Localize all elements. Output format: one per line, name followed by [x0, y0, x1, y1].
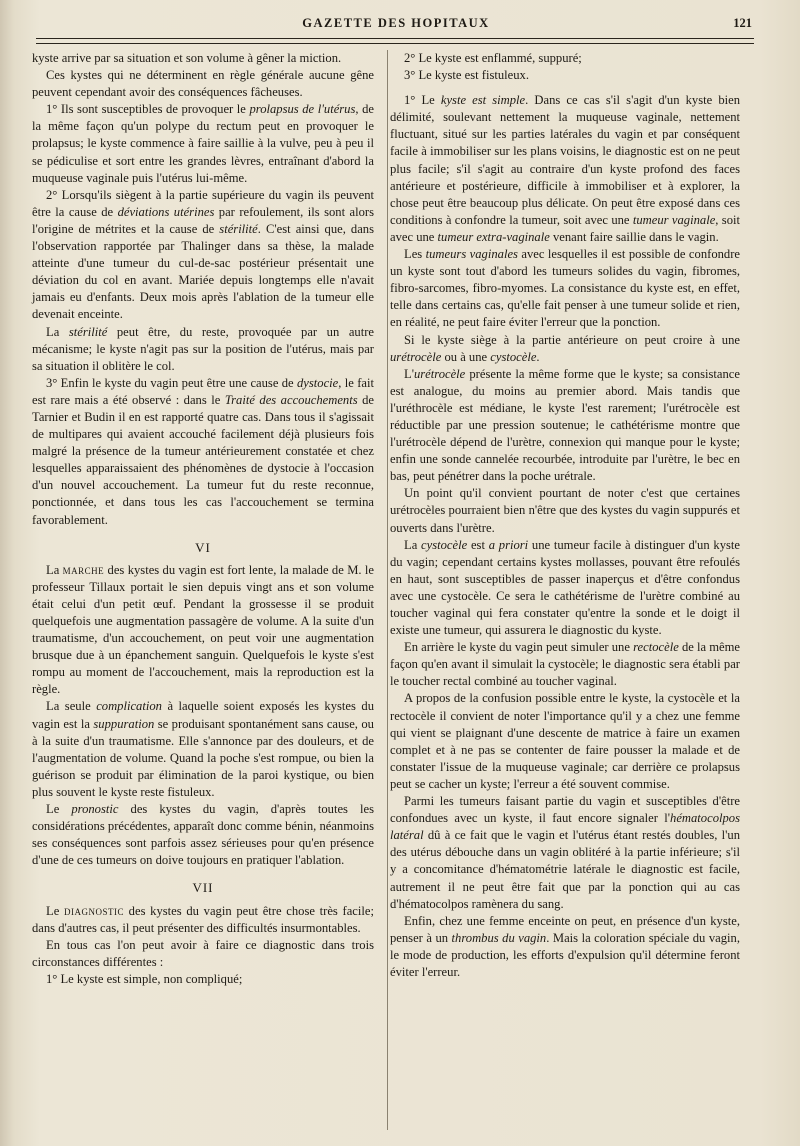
- paragraph: Si le kyste siège à la partie antérieure on peut croire à une urétrocèle ou à une cystocèle.: [390, 332, 740, 364]
- paragraph: 3° Le kyste est fistuleux.: [404, 68, 530, 83]
- paragraph: La cystocèle est a priori une tumeur facile à distinguer d'un kyste du vagin; cependant certains kystes mollasses, pouvant être refoulés en haut, sont susceptibles de passer inaperçus et d'être confondus avec une cystocèle. Ce sera le cathétérisme de l'urètre combiné au toucher vaginal qui fera constater qu'entre la sonde et le doigt il existe une tumeur, qui assurera le diagnostic du kyste.: [390, 537, 740, 638]
- paragraph: 1° Ils sont susceptibles de provoquer le prolapsus de l'utérus, de la même façon qu'un polype du rectum peut en provoquer le prolapsus; le kyste commence à faire saillie à la vulve, peu à peu il se pédiculise et sort entre les grandes lèvres, entraînant d'abord la muqueuse vaginale puis l'utérus lui-même.: [32, 102, 374, 185]
- paragraph: 1° Le kyste est simple, non compliqué;: [46, 971, 243, 986]
- page-number: 121: [733, 16, 752, 30]
- header-rule-thick: [36, 38, 754, 39]
- paragraph: La stérilité peut être, du reste, provoquée par un autre mécanisme; le kyste n'agit pas sur la position de l'utérus, mais par sa situation il oblitère le col.: [32, 324, 374, 373]
- journal-title: GAZETTE DES HOPITAUX: [302, 16, 490, 30]
- section-heading: VI: [195, 539, 211, 555]
- paragraph: 1° Le kyste est simple. Dans ce cas s'il s'agit d'un kyste bien délimité, soulevant nettement la muqueuse vaginale, nettement fluctuant, situé sur les parties latérales du vagin et par conséquent facile à immobiliser sur les plans voisins, le diagnostic est on ne peut plus facile; s'il s'agit au contraire d'un kyste profond des faces antérieure et postérieure, difficile à immobiliser et à explorer, la chose peut être beaucoup plus délicate. On peut être exposé dans ces conditions à confondre la tumeur, soit avec une tumeur vaginale, soit avec une tumeur extra-vaginale venant faire saillie dans le vagin.: [390, 93, 740, 244]
- paragraph: La marche des kystes du vagin est fort lente, la malade de M. le professeur Tillaux portait le sien depuis vingt ans et son volume était celui d'un petit œuf. Pendant la grossesse il se produit quelquefois une augmentation passagère de volume. A la suite d'un traumatisme, d'un accouchement, on peut voir une augmentation brusque due à un épanchement sanguin. Quelquefois le kyste s'est rompu au moment de l'accouchement, mais la reproduction est la règle.: [32, 562, 374, 697]
- paragraph: Le diagnostic des kystes du vagin peut être chose très facile; dans d'autres cas, il peut présenter des difficultés insurmontables.: [32, 903, 374, 935]
- column-divider: [387, 50, 388, 1130]
- header-rule-thin: [36, 43, 754, 44]
- paragraph: La seule complication à laquelle soient exposés les kystes du vagin est la suppuration se produisant spontanément sans cause, ou à la suite d'un traumatisme. Elle s'annonce par des douleurs, et de l'augmentation de volume. Quand la poche s'est rompue, ou bien la guérison se produit par élimination de la paroi kystique, ou bien plus souvent le kyste reste fistuleux.: [32, 699, 374, 799]
- paragraph: kyste arrive par sa situation et son volume à gêner la miction.: [32, 51, 342, 65]
- paragraph: 2° Le kyste est enflammé, suppuré;: [404, 51, 582, 65]
- paragraph: Ces kystes qui ne déterminent en règle générale aucune gêne peuvent cependant avoir des conséquences fâcheuses.: [32, 68, 374, 100]
- paragraph: Les tumeurs vaginales avec lesquelles il est possible de confondre un kyste sont tout d'abord les tumeurs solides du vagin, fibromes, fibro-sarcomes, fibro-myomes. La consistance du kyste est, en effet, telle dans certains cas, qu'elle fait penser à une tumeur solide et rien, en réalité, ne peut faire éviter l'erreur que la ponction.: [390, 247, 740, 330]
- paragraph: 2° Lorsqu'ils siègent à la partie supérieure du vagin ils peuvent être la cause de déviations utérines par refoulement, ils sont alors l'origine de métrites et la cause de stérilité. C'est ainsi que, dans l'observation rapportée par Thalinger dans sa thèse, la malade atteinte d'une tumeur du cul-de-sac postérieur présentait une déviation du col en avant. Mariée depuis longtemps elle n'avait jamais eu d'enfants. Deux mois après l'ablation de la tumeur elle devenait enceinte.: [32, 187, 374, 322]
- paragraph: En tous cas l'on peut avoir à faire ce diagnostic dans trois circonstances différentes :: [32, 937, 374, 969]
- left-column: [32, 50, 374, 988]
- paragraph: L'urétrocèle présente la même forme que le kyste; sa consistance est analogue, du moins au premier abord. Mais tandis que l'uréthrocèle est médiane, le kyste l'est rarement; l'urétrocèle est réductible par une pression soutenue; le cathétérisme montre que l'urétrocèle dépend de l'urètre, connexion qui manque pour le kyste; enfin une sonde cannelée recourbée, introduite par l'urètre, le bec en bas, peut pénétrer dans la poche urétrale.: [390, 366, 740, 484]
- paragraph: Enfin, chez une femme enceinte on peut, en présence d'un kyste, penser à un thrombus du vagin. Mais la coloration spéciale du vagin, le mode de production, les efforts d'expulsion qu'il détermine feront éviter l'erreur.: [390, 913, 740, 979]
- right-column: [390, 50, 740, 981]
- page-header: [40, 14, 752, 36]
- paragraph: Parmi les tumeurs faisant partie du vagin et susceptibles d'être confondues avec un kyste, il faut encore signaler l'hématocolpos latéral dû à ce fait que le vagin et l'utérus étant restés doubles, l'un des utérus débouche dans un vagin oblitéré à la partie inférieure; s'il y a concomitance d'hématométrie latérale le diagnostic est facile, autrement il ne peut être fait que par la ponction qui au cas d'hématocolpos ramènera du sang.: [390, 794, 740, 911]
- paragraph: Un point qu'il convient pourtant de noter c'est que certaines urétrocèles pourraient bien n'être que des kystes du vagin suppurés et ouverts dans l'urètre.: [390, 486, 740, 535]
- paragraph: A propos de la confusion possible entre le kyste, la cystocèle et la rectocèle il convient de noter l'importance qu'il y a chez une femme qui vient se plaignant d'une descente de matrice à faire un examen complet et à ne pas se contenter de faire pousser la malade et de constater l'issue de la muqueuse vaginale; car derrière ce prolapsus peut se cacher un kyste; l'erreur a été souvent commise.: [390, 691, 740, 791]
- section-heading: VII: [192, 880, 214, 896]
- paragraph: Le pronostic des kystes du vagin, d'après toutes les considérations précédentes, apparaît donc comme bénin, néanmoins ses conséquences sont parfois assez sérieuses pour qu'en présence d'une de ces tumeurs on doive toujours en pratiquer l'ablation.: [32, 802, 375, 868]
- paragraph: En arrière le kyste du vagin peut simuler une rectocèle de la même façon qu'en avant il simulait la cystocèle; le diagnostic sera établi par le toucher rectal combiné au toucher vaginal.: [390, 640, 741, 689]
- paragraph: 3° Enfin le kyste du vagin peut être une cause de dystocie, le fait est rare mais a été observé : dans le Traité des accouchements de Tarnier et Budin il en est rapporté quatre cas. Dans tous il s'agissait de multipares qui avaient accouché facilement déjà plusieurs fois malgré la présence de la tumeur antérieurement constatée et chez lesquelles apparaissaient des phénomènes de dystocie à l'occasion d'un nouvel accouchement. La tumeur fut du reste reconnue, ponctionnée, et dans tous les cas l'accouchement se termina favorablement.: [32, 375, 374, 527]
